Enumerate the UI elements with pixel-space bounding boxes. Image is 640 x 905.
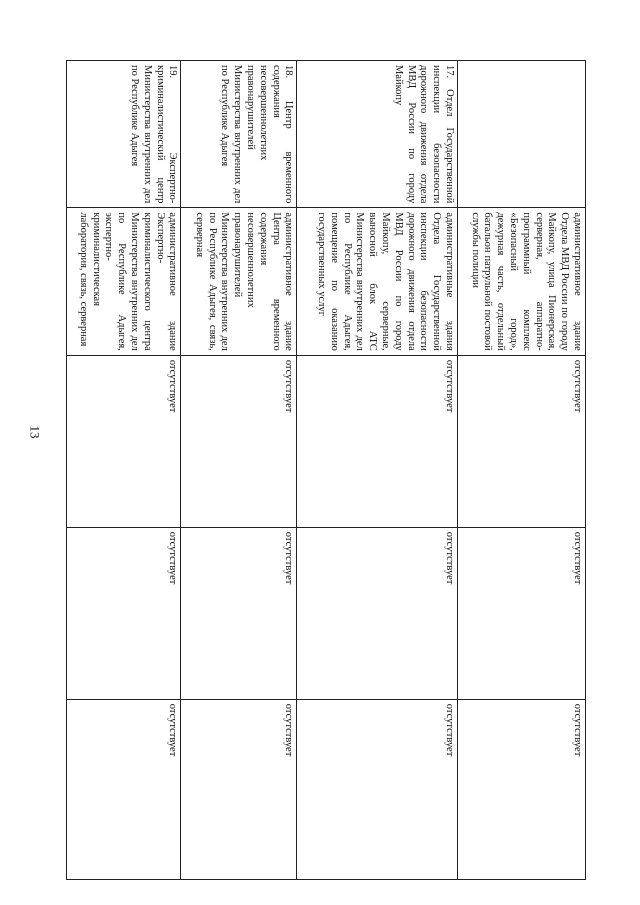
status-cell: отсутствует [181,355,297,527]
object-description-cell: административное здание Центра временного содержания несовершеннолетних правонарушителей Министерства внутренних дел по Республике Адыгея, связь, серверная [181,208,297,355]
status-cell: отсутствует [297,355,458,527]
organization-name-cell [458,61,586,208]
table-row [181,61,297,880]
rotated-table-container [66,60,586,880]
status-cell: отсутствует [458,699,586,879]
organization-name-cell: 19. Экспертно-криминалистический центр Министерства внутренних дел по Республике Адыгея [67,61,181,208]
status-cell: отсутствует [67,355,181,527]
table-row [67,61,181,880]
object-description-cell: административное здание Отдела МВД России по городу Майкопу, улица Пионерская, серверная, аппаратно-программный комплекс «Безопасный город», дежурная часть, отдельный батальон патрульной постовой службы полиции [458,208,586,355]
organization-name-cell: 17. Отдел Государственной инспекции безопасности дорожного движения отдела МВД России по городу Майкопу [297,61,458,208]
objects-table [66,60,586,880]
status-cell: отсутствует [458,527,586,699]
status-cell: отсутствует [181,527,297,699]
status-cell: отсутствует [181,699,297,879]
object-description-cell: административные здания Отдела Государственной инспекции безопасности дорожного движения отдела МВД России по городу Майкопу, серверные, выносной блок АТС Министерства внутренних дел по Республике Адыгея, помещение по оказанию государственных услуг [297,208,458,355]
status-cell: отсутствует [297,527,458,699]
status-cell: отсутствует [458,355,586,527]
object-description-cell: административное здание Экспертно-криминалистического центра Министерства внутренних дел по Республике Адыгея, экспертно-криминалистическая лаборатория, связь, серверная [67,208,181,355]
page-number: 13 [27,425,43,439]
status-cell: отсутствует [67,527,181,699]
status-cell: отсутствует [297,699,458,879]
status-cell: отсутствует [67,699,181,879]
organization-name-cell: 18. Центр временного содержания несовершеннолетних правонарушителей Министерства внутренних дел по Республике Адыгея [181,61,297,208]
table-row [297,61,458,880]
table-row [458,61,586,880]
